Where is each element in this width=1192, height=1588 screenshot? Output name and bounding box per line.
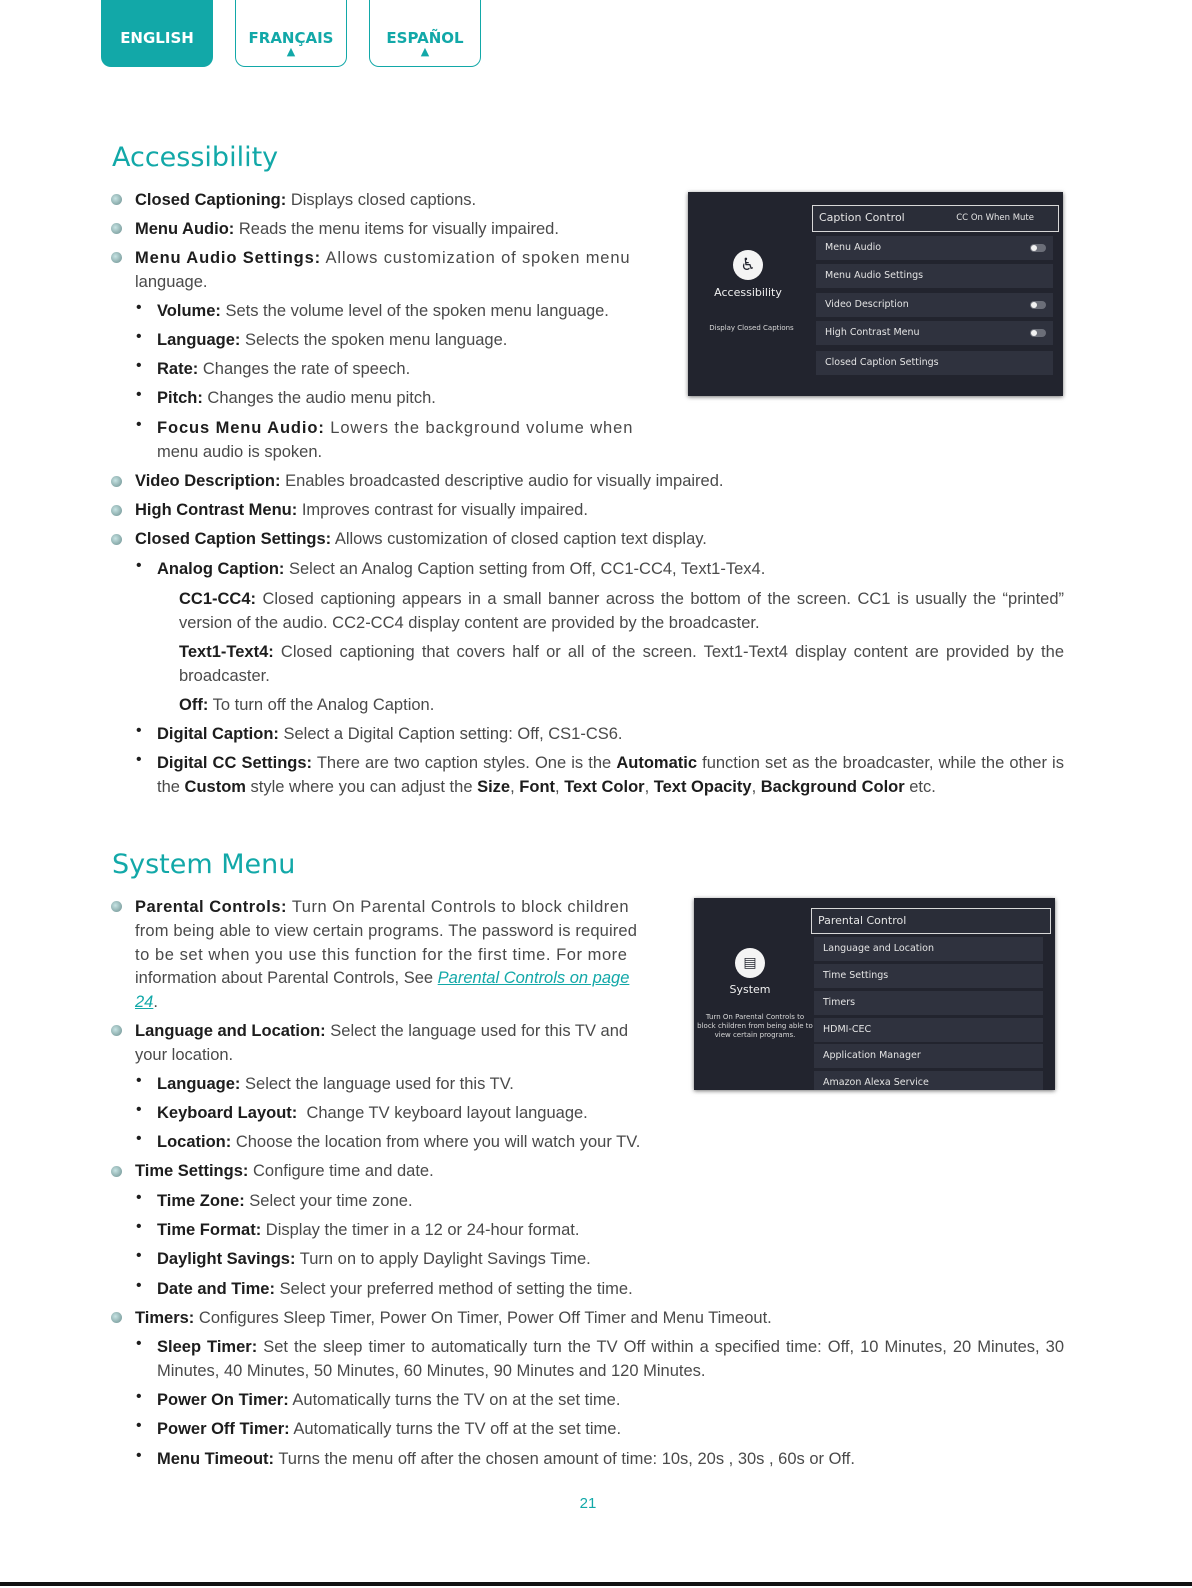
caption-control-value: CC On When Mute: [956, 213, 1034, 223]
parental-controls-line3: to be set when you use this function for the first time. For more: [135, 946, 628, 964]
timers-item: Timers: Configures Sleep Timer, Power On Timer, Power Off Timer and Menu Timeout.: [135, 1309, 772, 1327]
bullet-icon: •: [136, 1335, 142, 1352]
high-contrast-row[interactable]: High Contrast Menu: [816, 321, 1053, 345]
high-contrast-item: High Contrast Menu: Improves contrast for visually impaired.: [135, 501, 588, 519]
up-arrow-icon: ▲: [286, 45, 296, 58]
language-location-row[interactable]: Language and Location: [814, 937, 1043, 961]
bullet-icon: [111, 1166, 122, 1177]
power-off-timer-item: Power Off Timer: Automatically turns the TV off at the set time.: [157, 1420, 622, 1438]
analog-caption-item: Analog Caption: Select an Analog Caption setting from Off, CC1-CC4, Text1-Tex4.: [157, 560, 766, 578]
language-location-cont: your location.: [135, 1046, 234, 1064]
bullet-icon: [111, 901, 122, 912]
digital-caption-item: Digital Caption: Select a Digital Caption setting: Off, CS1-CS6.: [157, 725, 623, 743]
bullet-icon: [111, 534, 122, 545]
system-menu-screenshot: [694, 898, 1055, 1090]
video-description-item: Video Description: Enables broadcasted descriptive audio for visually impaired.: [135, 472, 724, 490]
system-server-icon: ▤: [735, 948, 765, 978]
bullet-icon: •: [136, 299, 142, 316]
digital-cc-settings-item: Digital CC Settings: There are two caption styles. One is the Automatic function set as the broadcaster, while the other is the Custom style where you can adjust the Size, Font, Text Color, Text Opacity, Background Color etc.: [157, 754, 1064, 796]
text1-text4-paragraph: Text1-Text4: Closed captioning that covers half or all of the screen. Text1-Text4 display content are provided by the broadcaster.: [179, 643, 1064, 685]
time-settings-item: Time Settings: Configure time and date.: [135, 1162, 434, 1180]
video-description-row[interactable]: Video Description: [816, 293, 1053, 317]
rate-item: Rate: Changes the rate of speech.: [157, 360, 411, 378]
menu-timeout-item: Menu Timeout: Turns the menu off after the chosen amount of time: 10s, 20s , 30s , 60s or Off.: [157, 1450, 855, 1468]
parental-controls-line5: 24.: [135, 993, 158, 1011]
bullet-icon: •: [136, 1130, 142, 1147]
off-paragraph: Off: To turn off the Analog Caption.: [179, 696, 435, 714]
parental-controls-line2: from being able to view certain programs. The password is required: [135, 922, 638, 940]
menu-audio-settings-item: Menu Audio Settings: Allows customization of spoken menu: [135, 249, 631, 267]
language-location-item: Language and Location: Select the language used for this TV and: [135, 1022, 629, 1040]
bullet-icon: [111, 223, 122, 234]
bullet-icon: •: [136, 328, 142, 345]
sleep-timer-item: Sleep Timer: Set the sleep timer to automatically turn the TV Off within a specified time: Off, 10 Minutes, 20 Minutes, 30 Minutes, 40 Minutes, 50 Minutes, 60 Minutes, 90 Minutes and 120 Minutes.: [157, 1338, 1065, 1380]
parental-controls-link[interactable]: Parental Controls on page: [437, 969, 630, 987]
bullet-icon: •: [136, 1072, 142, 1089]
page-link[interactable]: 24: [135, 993, 154, 1011]
tab-english-label: ENGLISH: [120, 29, 194, 47]
time-zone-item: Time Zone: Select your time zone.: [157, 1192, 413, 1210]
volume-item: Volume: Sets the volume level of the spoken menu language.: [157, 302, 609, 320]
toggle-switch-icon[interactable]: [1030, 329, 1046, 337]
tab-espanol-label: ESPAÑOL: [386, 29, 464, 47]
tab-english[interactable]: [101, 0, 213, 67]
tab-francais-label: FRANÇAIS: [248, 29, 334, 47]
category-label: Accessibility: [714, 286, 782, 299]
system-language-item: Language: Select the language used for this TV.: [157, 1075, 514, 1093]
timers-row[interactable]: Timers: [814, 991, 1043, 1015]
closed-caption-settings-row[interactable]: Closed Caption Settings: [816, 351, 1053, 375]
bullet-icon: •: [136, 751, 142, 768]
bullet-icon: •: [136, 1277, 142, 1294]
bullet-icon: •: [136, 1247, 142, 1264]
bullet-icon: •: [136, 1388, 142, 1405]
cc1-cc4-paragraph: CC1-CC4: Closed captioning appears in a small banner across the bottom of the screen. CC1 is usually the “printed” version of the audio. CC2-CC4 display content are provided by the broadcaster.: [179, 590, 1064, 632]
bullet-icon: [111, 505, 122, 516]
bullet-icon: •: [136, 1189, 142, 1206]
accessibility-heading: Accessibility: [112, 142, 279, 173]
amazon-alexa-row[interactable]: Amazon Alexa Service: [814, 1071, 1043, 1090]
time-format-item: Time Format: Display the timer in a 12 or 24-hour format.: [157, 1221, 580, 1239]
application-manager-row[interactable]: Application Manager: [814, 1044, 1043, 1068]
toggle-switch-icon[interactable]: [1030, 244, 1046, 252]
closed-captioning-item: Closed Captioning: Displays closed captions.: [135, 191, 477, 209]
time-settings-row[interactable]: Time Settings: [814, 964, 1043, 988]
language-item: Language: Selects the spoken menu language.: [157, 331, 508, 349]
bullet-icon: [111, 252, 122, 263]
cc-settings-item: Closed Caption Settings: Allows customization of closed caption text display.: [135, 530, 707, 548]
power-on-timer-item: Power On Timer: Automatically turns the TV on at the set time.: [157, 1391, 621, 1409]
bullet-icon: •: [136, 1218, 142, 1235]
bullet-icon: •: [136, 357, 142, 374]
bullet-icon: •: [136, 1101, 142, 1118]
accessibility-person-icon: ♿: [733, 250, 763, 280]
category-label: System: [729, 983, 771, 996]
accessibility-menu-screenshot: [688, 192, 1063, 396]
bullet-icon: •: [136, 557, 142, 574]
parental-controls-line4: information about Parental Controls, See Parental Controls on page: [135, 969, 630, 987]
parental-control-row[interactable]: Parental Control: [811, 908, 1051, 934]
bullet-icon: [111, 1312, 122, 1323]
system-menu-heading: System Menu: [112, 849, 296, 880]
bullet-icon: [111, 1025, 122, 1036]
bullet-icon: •: [136, 1447, 142, 1464]
location-item: Location: Choose the location from where you will watch your TV.: [157, 1133, 641, 1151]
bullet-icon: [111, 476, 122, 487]
bullet-icon: •: [136, 722, 142, 739]
focus-menu-audio-item: Focus Menu Audio: Lowers the background volume when: [157, 419, 634, 437]
bullet-icon: •: [136, 386, 142, 403]
menu-audio-row[interactable]: Menu Audio: [816, 236, 1053, 260]
date-time-item: Date and Time: Select your preferred method of setting the time.: [157, 1280, 633, 1298]
up-arrow-icon: ▲: [420, 45, 430, 58]
menu-audio-item: Menu Audio: Reads the menu items for visually impaired.: [135, 220, 559, 238]
tab-francais[interactable]: [235, 0, 347, 67]
toggle-switch-icon[interactable]: [1030, 301, 1046, 309]
pitch-item: Pitch: Changes the audio menu pitch.: [157, 389, 436, 407]
caption-control-row[interactable]: Caption Control CC On When Mute: [812, 205, 1059, 232]
bottom-divider: [0, 1582, 1192, 1586]
menu-audio-settings-row[interactable]: Menu Audio Settings: [816, 264, 1053, 288]
bullet-icon: [111, 194, 122, 205]
category-description: Display Closed Captions: [709, 324, 794, 332]
parental-controls-item: Parental Controls: Turn On Parental Controls to block children: [135, 898, 630, 916]
category-description: Turn On Parental Controls to block children from being able to view certain programs.: [697, 1013, 813, 1039]
bullet-icon: •: [136, 416, 142, 433]
tab-espanol[interactable]: [369, 0, 481, 67]
page-number: 21: [579, 1495, 597, 1512]
hdmi-cec-row[interactable]: HDMI-CEC: [814, 1018, 1043, 1042]
menu-audio-settings-cont: language.: [135, 273, 208, 291]
keyboard-layout-item: Keyboard Layout: Change TV keyboard layout language.: [157, 1104, 588, 1122]
bullet-icon: •: [136, 1417, 142, 1434]
focus-menu-audio-cont: menu audio is spoken.: [157, 443, 323, 461]
daylight-savings-item: Daylight Savings: Turn on to apply Daylight Savings Time.: [157, 1250, 591, 1268]
